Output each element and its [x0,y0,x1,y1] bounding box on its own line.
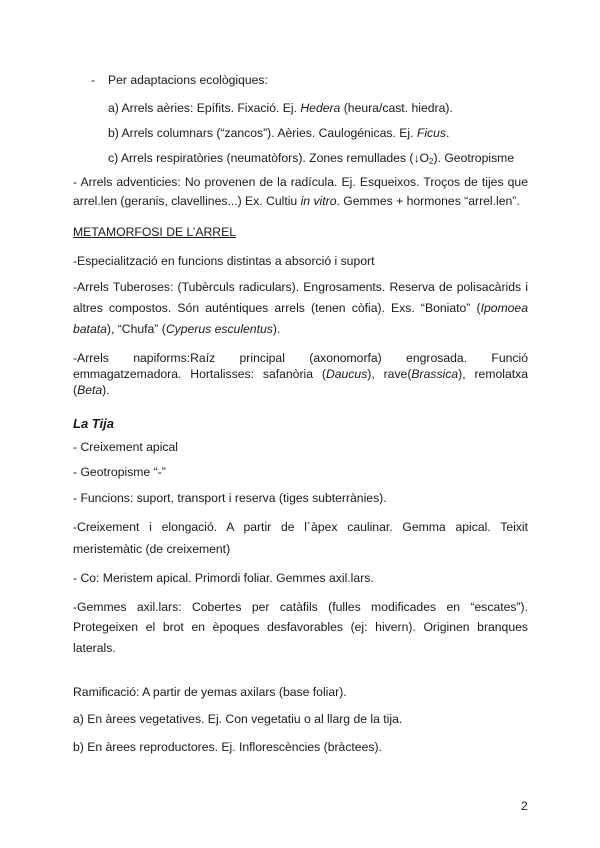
napiform-roots-line-3 [73,383,110,398]
columnar-roots-line [108,126,449,141]
axillary-buds-line-1: -Gemmes axil.lars: Cobertes per catàfils (fulles modificades en “escates”). [73,600,528,614]
text-span: altres compostos. Són auténtiques arrels (tenen còfia). Exs. “Boniato” ( [73,301,481,315]
text-span: c) Arrels respiratòries (neumatòfors). Zones remullades (↓O [108,151,430,165]
page-number: 2 [521,799,528,813]
subscript: 2 [429,157,434,166]
adventitious-roots-line-2 [73,194,520,209]
text-span: emmagatzemadora. Hortalisses: safanòria ( [73,367,326,381]
adventitious-roots-line-1: - Arrels adventicies: No provenen de la radícula. Ej. Esqueixos. Troços de tijes que [73,175,528,189]
axillary-buds-line-2: Protegeixen el brot en èpoques desfavorables (ej: hivern). Originen branques [73,620,528,634]
italic-span: Ficus [416,126,446,140]
text-span: ). Geotropisme [433,151,515,165]
branching-line: Ramificació: A partir de yemas axilars (base foliar). [73,685,347,699]
tuberous-roots-line-2 [73,301,528,316]
italic-span: Beta [77,383,103,397]
reproductive-areas-line: b) En àrees reproductores. Ej. Inflorescències (bràctees). [73,740,382,754]
apical-growth-line: - Creixement apical [73,440,178,454]
tuberous-roots-line-1 [73,280,528,295]
text-span: ), remolatxa [458,367,528,381]
italic-span: in vitro [300,194,337,208]
text-span: arrel.len (geranis, clavellines...) Ex. Cultiu [73,194,301,208]
italic-span: Cyperus esculentus [165,322,273,336]
text-span: b) Arrels columnars (“zancos”). Aèries. Caulogénicas. Ej. [108,126,417,140]
respiratory-roots-line [108,151,514,166]
vegetative-areas-line: a) En àrees vegetatives. Ej. Con vegetatiu o al llarg de la tija. [73,712,403,726]
meristem-line: - Co: Meristem apical. Primordi foliar. Gemmes axil.lars. [73,571,374,585]
section-heading-metamorphosis: METAMORFOSI DE L’ARREL [73,225,236,239]
text-span: ). [272,322,281,336]
axillary-buds-line-3: laterals. [73,641,116,655]
text-span: (heura/cast. hiedra). [340,101,453,115]
functions-line: - Funcions: suport, transport i reserva (tiges subterrànies). [73,491,387,505]
text-span: ), rave( [367,367,412,381]
text-span: ), “Chufa” ( [106,322,166,336]
napiform-roots-line-2 [73,367,528,382]
italic-span: Ipomoea [480,301,528,315]
specialization-line: -Especialització en funcions distintas a absorció i suport [73,254,375,268]
adaptation-bullet: - [91,73,96,87]
italic-span: Hedera [300,101,341,115]
section-heading-stem: La Tija [73,416,114,431]
tuberous-roots-line-3 [73,322,280,337]
text-span: ( [73,383,78,397]
aerial-roots-line [108,101,453,116]
text-span: a) Arrels aèries: Epífits. Fixació. Ej. [108,101,301,115]
adaptation-heading: Per adaptacions ecològiques: [108,73,268,87]
italic-span: batata [73,322,107,336]
text-span: . [446,126,450,140]
italic-span: Daucus [325,367,368,381]
text-span: ). [102,383,110,397]
geotropism-line: - Geotropisme “-” [73,465,166,479]
italic-span: Brassica [411,367,459,381]
text-span: . Gemmes + hormones “arrel.len”. [336,194,520,208]
elongation-line-2: meristemàtic (de creixement) [73,542,231,556]
text-span: -Arrels Tuberoses: (Tubèrculs radiculars). Engrosaments. Reserva de polisacàrids i [73,280,528,294]
napiform-roots-line-1: -Arrels napiforms:Raíz principal (axonomorfa) engrosada. Funció [73,351,528,365]
elongation-line-1: -Creixement i elongació. A partir de l´àpex caulinar. Gemma apical. Teixit [73,520,528,534]
